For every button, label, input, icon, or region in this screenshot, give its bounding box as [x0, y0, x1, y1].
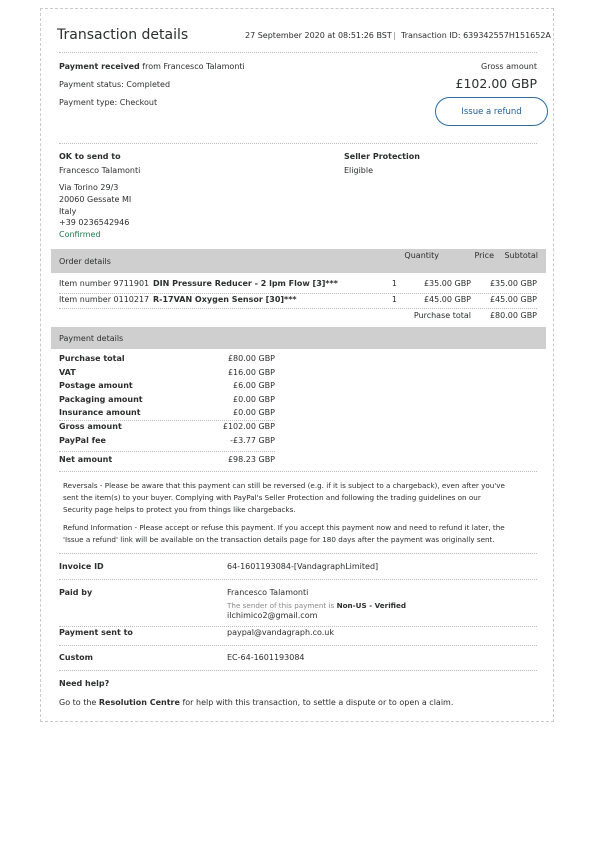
payment-detail-value: £6.00 GBP	[233, 381, 275, 390]
header-separator: |	[393, 31, 396, 40]
order-col-subtotal: Subtotal	[504, 251, 538, 260]
payment-detail-label: Gross amount	[59, 422, 122, 431]
payment-detail-label: VAT	[59, 368, 76, 377]
ship-to-name: Francesco Talamonti	[59, 166, 141, 175]
ship-to-address-line-2: 20060 Gessate MI	[59, 195, 132, 204]
payment-details-divider	[59, 471, 537, 472]
invoice-id-label: Invoice ID	[59, 562, 104, 571]
payment-detail-label: Postage amount	[59, 381, 133, 390]
help-heading: Need help?	[59, 679, 110, 688]
order-item-qty: 1	[391, 295, 397, 304]
order-item-price: £45.00 GBP	[423, 295, 471, 304]
refund-info-line-1: Refund Information - Please accept or refuse this payment. If you accept this payment now and need to refund it later, the	[63, 523, 505, 532]
payment-status-value: Completed	[126, 80, 171, 89]
order-details-header	[51, 249, 546, 273]
net-amount-label: Net amount	[59, 455, 113, 464]
ship-to-address-line-1: Via Torino 29/3	[59, 183, 119, 192]
payment-detail-divider	[59, 451, 275, 452]
payment-type-label: Payment type:	[59, 98, 118, 107]
help-text	[59, 698, 453, 707]
payment-divider	[59, 143, 537, 144]
order-item-name: DIN Pressure Reducer - 2 lpm Flow [3]***	[153, 279, 338, 288]
seller-protection-value: Eligible	[344, 166, 374, 175]
order-item-subtotal: £35.00 GBP	[489, 279, 537, 288]
custom-label: Custom	[59, 653, 93, 662]
payment-detail-value: -£3.77 GBP	[230, 436, 275, 445]
paid-by-label: Paid by	[59, 588, 93, 597]
invoice-divider	[59, 579, 537, 580]
help-text-suffix: for help with this transaction, to settle a dispute or to open a claim.	[182, 698, 454, 707]
payment-detail-label: Purchase total	[59, 354, 125, 363]
paid-by-name: Francesco Talamonti	[227, 588, 309, 597]
payment-sent-to-value: paypal@vandagraph.co.uk	[227, 628, 334, 637]
ship-to-heading: OK to send to	[59, 152, 121, 161]
help-text-prefix: Go to the	[59, 698, 97, 707]
order-item-qty: 1	[391, 279, 397, 288]
order-item-name: R-17VAN Oxygen Sensor [30]***	[153, 295, 297, 304]
order-item-price: £35.00 GBP	[423, 279, 471, 288]
sender-status-prefix: The sender of this payment is	[227, 601, 335, 610]
transaction-datetime: 27 September 2020 at 08:51:26 BST	[245, 31, 392, 40]
order-purchase-total-value: £80.00 GBP	[489, 311, 537, 320]
paid-by-sender-status	[227, 601, 406, 610]
payment-detail-value: £80.00 GBP	[227, 354, 275, 363]
payment-detail-label: PayPal fee	[59, 436, 106, 445]
header-divider	[59, 52, 537, 53]
seller-protection-heading: Seller Protection	[344, 152, 420, 161]
paid-by-email: ilchimico2@gmail.com	[227, 611, 318, 620]
order-item-number: Item number 9711901	[59, 279, 150, 288]
address-status: Confirmed	[59, 230, 101, 239]
ship-to-phone: +39 0236542946	[59, 218, 130, 227]
net-amount-value: £98.23 GBP	[227, 455, 275, 464]
gross-amount-label: Gross amount	[481, 62, 537, 71]
reversals-notice-line-3: Security page helps to protect you from things like chargebacks.	[63, 505, 296, 514]
reversals-notice-line-2: sent the item(s) to your buyer. Complying with PayPal's Seller Protection and following the trading guidelines on our	[63, 493, 481, 502]
payment-details-heading: Payment details	[59, 334, 124, 343]
resolution-centre-link[interactable]: Resolution Centre	[98, 698, 180, 707]
payment-status	[59, 80, 170, 89]
reversals-notice-line-1: Reversals - Please be aware that this payment can still be reversed (e.g. if it is subject to a chargeback), even after you've	[63, 481, 505, 490]
payment-details-header	[51, 327, 546, 349]
page-title: Transaction details	[57, 27, 189, 43]
payment-detail-value: £16.00 GBP	[227, 368, 275, 377]
payment-status-label: Payment status:	[59, 80, 124, 89]
order-details-heading: Order details	[59, 257, 111, 266]
payment-detail-value: £0.00 GBP	[233, 395, 275, 404]
payment-type	[59, 98, 157, 107]
payment-received-from: from Francesco Talamonti	[142, 62, 245, 71]
payment-detail-value: £0.00 GBP	[233, 408, 275, 417]
payment-sent-to-label: Payment sent to	[59, 628, 133, 637]
order-item-subtotal: £45.00 GBP	[489, 295, 537, 304]
payment-detail-divider	[59, 420, 275, 421]
ship-to-country: Italy	[59, 207, 77, 216]
gross-amount-value: £102.00 GBP	[455, 76, 537, 91]
payment-detail-label: Insurance amount	[59, 408, 141, 417]
order-total-divider	[59, 308, 537, 309]
issue-refund-button[interactable]: Issue a refund	[435, 97, 548, 126]
payment-type-value: Checkout	[119, 98, 158, 107]
notes-divider	[59, 553, 537, 554]
sent-to-divider	[59, 645, 537, 646]
order-col-quantity: Quantity	[404, 251, 439, 260]
paid-by-divider	[59, 626, 537, 627]
transaction-id: Transaction ID: 639342557H151652A	[401, 31, 551, 40]
invoice-id-value: 64-1601193084-[VandagraphLimited]	[227, 562, 379, 571]
sender-status-value: Non-US - Verified	[336, 601, 407, 610]
custom-divider	[59, 670, 537, 671]
payment-received-label: Payment received	[59, 62, 140, 71]
payment-detail-label: Packaging amount	[59, 395, 143, 404]
order-row-divider	[59, 293, 537, 294]
order-item-number: Item number 0110217	[59, 295, 150, 304]
custom-value: EC-64-1601193084	[227, 653, 305, 662]
payment-received	[59, 62, 245, 71]
order-purchase-total-label: Purchase total	[413, 311, 471, 320]
order-col-price: Price	[474, 251, 494, 260]
refund-info-line-2: 'Issue a refund' link will be available on the transaction details page for 180 days after the payment was originally sent.	[63, 535, 495, 544]
transaction-details-sheet	[40, 8, 554, 722]
payment-detail-value: £102.00 GBP	[222, 422, 275, 431]
